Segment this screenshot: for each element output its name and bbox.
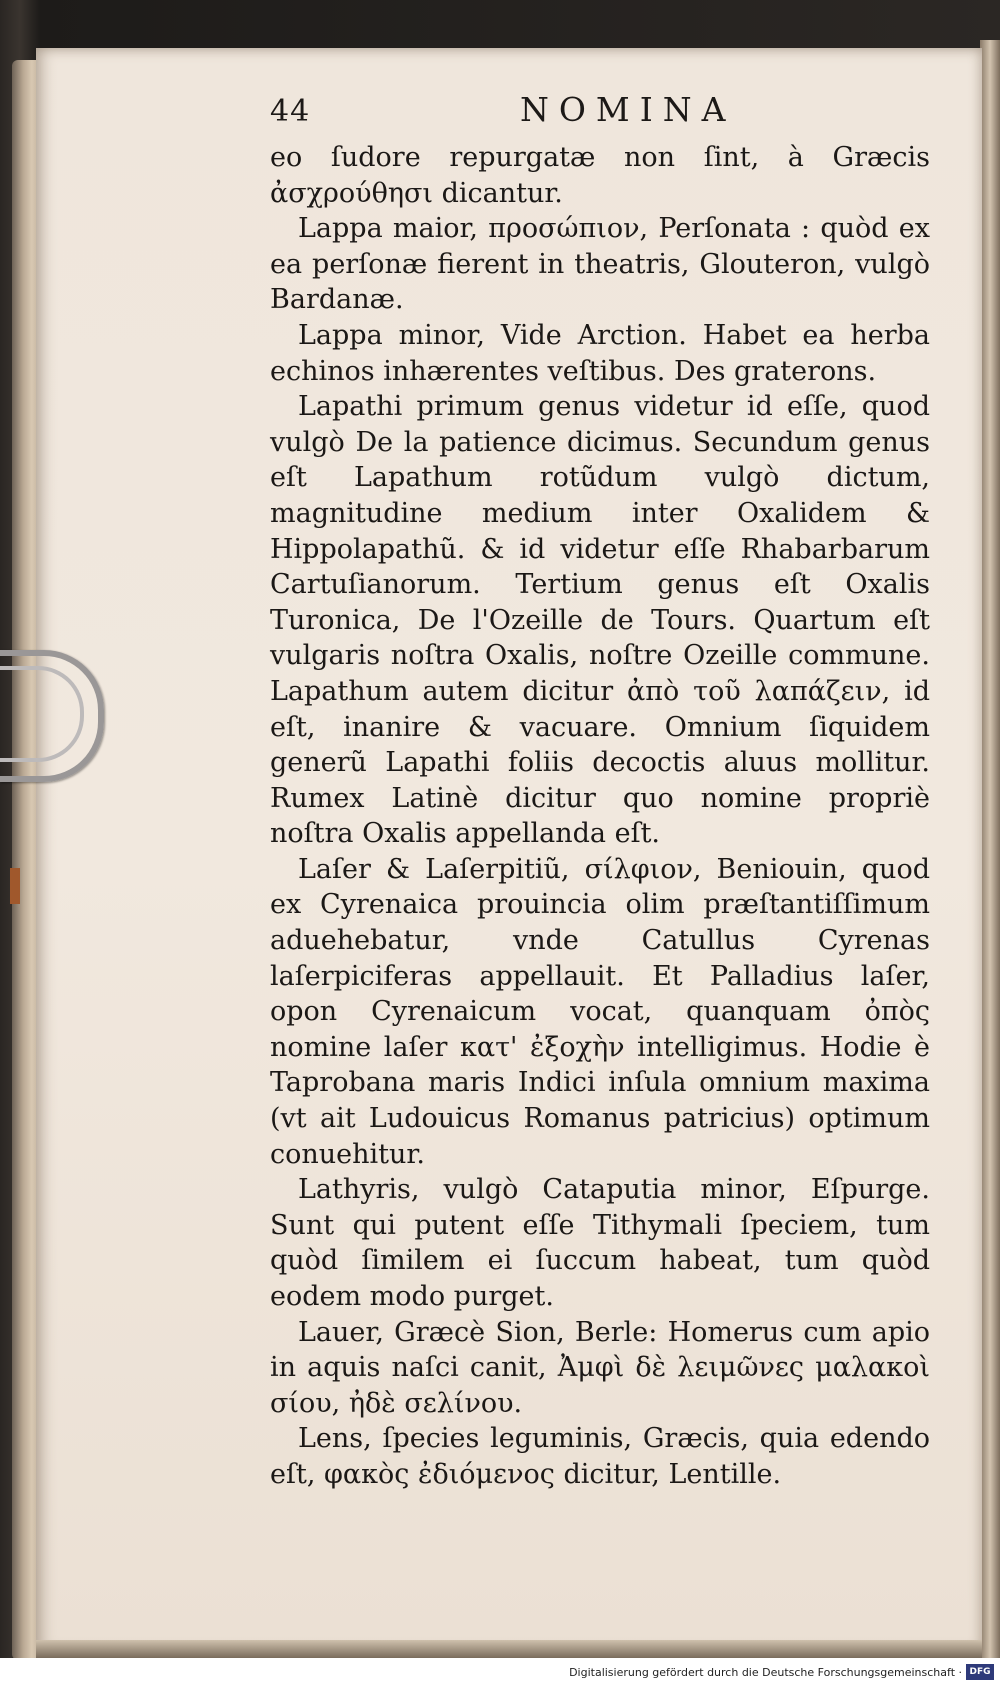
paragraph-continuation: eo ſudore repurgatæ non ſint, à Græcis ἀσχρούθησι dicantur. xyxy=(270,142,930,209)
page-header xyxy=(270,90,950,130)
page-number: 44 xyxy=(270,94,311,129)
body-text xyxy=(270,140,930,1493)
entry-lappa-minor: Lappa minor, Vide Arction. Habet ea herba echinos inhærentes veſtibus. Des graterons. xyxy=(270,319,930,387)
paper-clip-inner-loop xyxy=(0,666,84,762)
entry-lapathum: Lapathi primum genus videtur id eſſe, quod vulgò De la patience dicimus. Secundum genus eſt Lapathum rotũdum vulgò dictum, magnitudine medium inter Oxalidem & Hippolapathũ. & id videtur eſſe Rhabarbarum Cartuſianorum. Tertium genus eſt Oxalis Turonica, De l'Ozeille de Tours. Quartum eſt vulgaris noſtra Oxalis, noſtre Ozeille commune. Lapathum autem dicitur ἀπὸ τοῦ λαπάζειν, id eſt, inanire & vacuare. Omnium ſiquidem generũ Lapathi foliis decoctis aluus mollitur. Rumex Latinè dicitur quo nomine propriè noſtra Oxalis appellanda eſt. xyxy=(270,391,930,850)
funding-credit: Digitalisierung gefördert durch die Deutsche Forschungsgemeinschaft · xyxy=(569,1666,962,1679)
running-head: NOMINA xyxy=(520,90,736,129)
dfg-logo-icon: DFG xyxy=(966,1664,994,1680)
entry-laser: Laſer & Laſerpitiũ, σίλφιον, Beniouin, quod ex Cyrenaica prouincia olim præſtantiſſimum aduehebatur, vnde Catullus Cyrenas laſerpiciferas appellauit. Et Palladius laſer, opon Cyrenaicum vocat, quanquam ὀπὸς nomine laſer κατ' ἐξοχὴν intelligimus. Hodie è Taprobana maris Indici inſula omnium maxima (vt ait Ludouicus Romanus patricius) optimum conuehitur. xyxy=(270,853,930,1170)
entry-lathyris: Lathyris, vulgò Cataputia minor, Eſpurge. Sunt qui putent eſſe Tithymali ſpeciem, tum quòd ſimilem ei ſuccum habeat, tum quòd eodem modo purget. xyxy=(270,1174,930,1312)
entry-lappa-maior: Lappa maior, προσώπιον, Perſonata : quòd ex ea perſonæ fierent in theatris, Glouteron, vulgò Bardanæ. xyxy=(270,213,930,316)
page-fore-edge xyxy=(980,40,1000,1660)
bookmark-tab xyxy=(10,868,20,904)
entry-lauer: Lauer, Græcè Sion, Berle: Homerus cum apio in aquis naſci canit, Ἀμφὶ δὲ λειμῶνες μαλακοὶ σίου, ἠδὲ σελίνου. xyxy=(270,1316,930,1419)
page-bottom-edge xyxy=(36,1640,982,1658)
entry-lens: Lens, ſpecies leguminis, Græcis, quia edendo eſt, φακὸς ἐδιόμενος dicitur, Lentille. xyxy=(270,1423,930,1490)
digitization-footer xyxy=(0,1658,1000,1691)
